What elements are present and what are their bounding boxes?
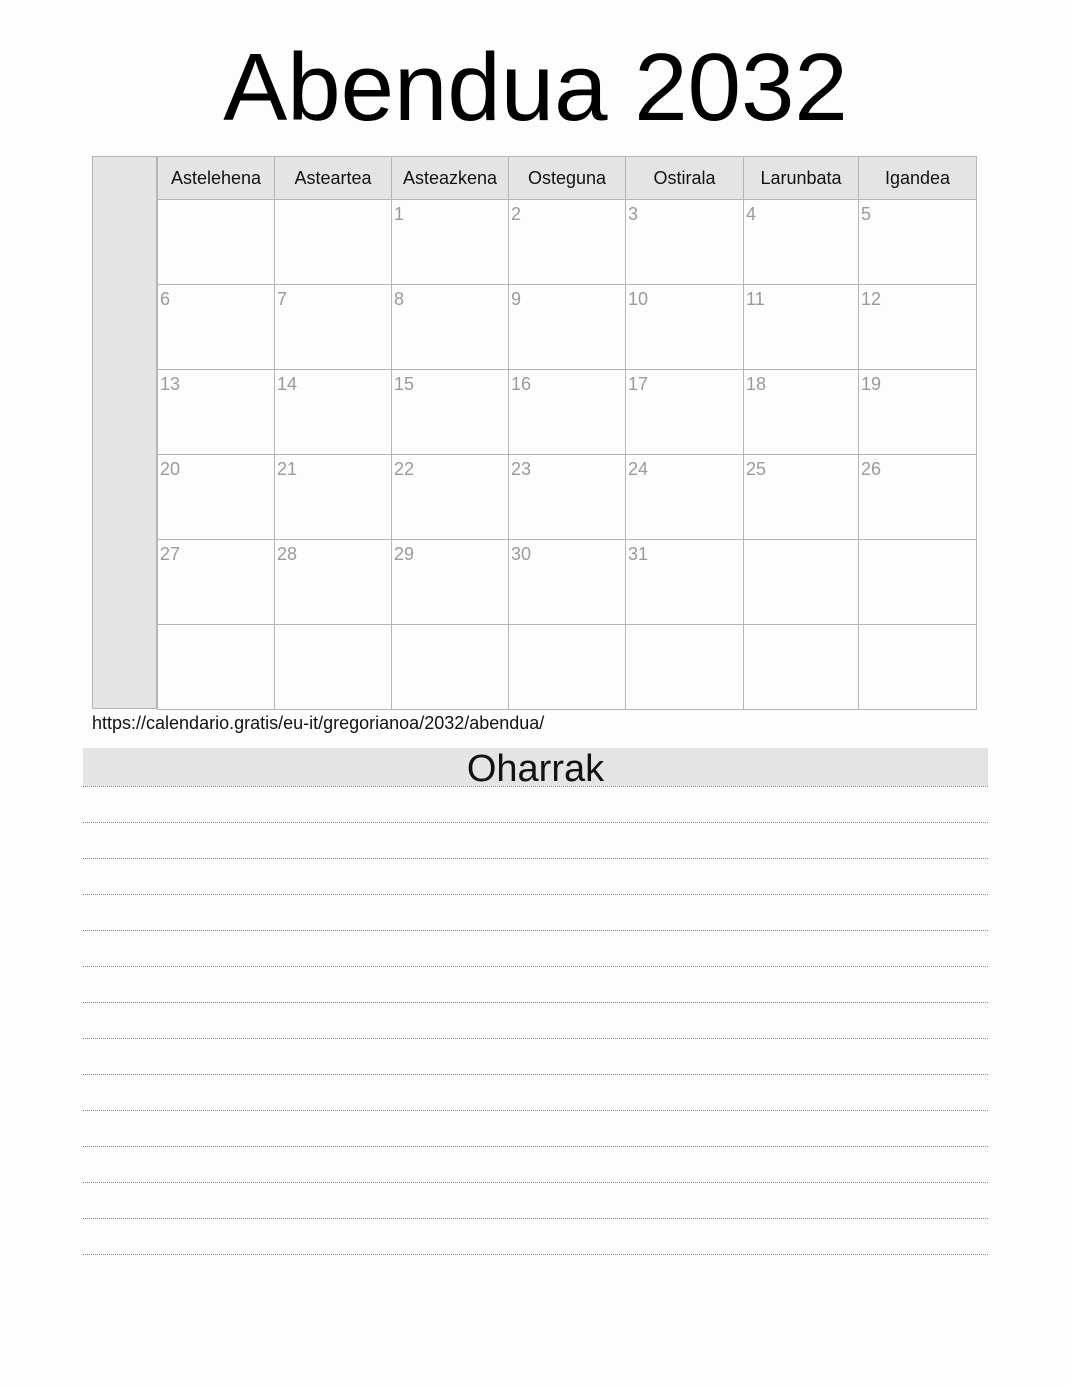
week-row (158, 200, 977, 285)
day-cell[interactable] (744, 370, 859, 455)
day-cell[interactable] (509, 370, 626, 455)
day-cell[interactable] (392, 625, 509, 710)
week-row (158, 540, 977, 625)
day-number: 12 (861, 289, 882, 309)
day-cell[interactable] (275, 455, 392, 540)
day-cell[interactable] (859, 455, 977, 540)
day-number (509, 625, 625, 629)
day-cell[interactable] (859, 370, 977, 455)
day-cell[interactable] (859, 200, 977, 285)
day-number: 30 (511, 544, 532, 564)
day-number: 2 (511, 204, 522, 224)
note-line[interactable] (83, 1147, 988, 1183)
day-number (392, 625, 508, 629)
day-number: 9 (511, 289, 522, 309)
day-number: 19 (861, 374, 882, 394)
notes-lines (83, 786, 988, 1255)
day-cell[interactable] (626, 370, 744, 455)
day-number: 23 (511, 459, 532, 479)
day-number (859, 540, 976, 544)
day-number: 4 (746, 204, 757, 224)
day-cell[interactable] (626, 625, 744, 710)
day-cell[interactable] (275, 540, 392, 625)
day-cell[interactable] (275, 370, 392, 455)
day-number: 13 (160, 374, 181, 394)
day-cell[interactable] (275, 285, 392, 370)
day-cell[interactable] (626, 540, 744, 625)
day-cell[interactable] (158, 370, 275, 455)
weekday-header: Osteguna (509, 157, 626, 200)
day-number: 31 (628, 544, 649, 564)
notes-title: Oharrak (83, 748, 988, 786)
day-number: 6 (160, 289, 171, 309)
day-number: 29 (394, 544, 415, 564)
note-line[interactable] (83, 1003, 988, 1039)
day-number: 16 (511, 374, 532, 394)
day-number (158, 625, 274, 629)
day-cell[interactable] (392, 455, 509, 540)
day-number: 15 (394, 374, 415, 394)
weekday-header: Asteazkena (392, 157, 509, 200)
week-row (158, 455, 977, 540)
weekday-header: Astelehena (158, 157, 275, 200)
week-side-strip (92, 156, 157, 709)
day-cell[interactable] (275, 625, 392, 710)
day-cell[interactable] (392, 540, 509, 625)
day-cell[interactable] (158, 540, 275, 625)
note-line[interactable] (83, 859, 988, 895)
note-line[interactable] (83, 787, 988, 823)
day-number: 21 (277, 459, 298, 479)
day-number: 7 (277, 289, 288, 309)
day-cell[interactable] (626, 285, 744, 370)
note-line[interactable] (83, 1111, 988, 1147)
day-cell[interactable] (392, 370, 509, 455)
day-cell[interactable] (158, 455, 275, 540)
day-number (744, 625, 858, 629)
weekday-header: Larunbata (744, 157, 859, 200)
day-number: 5 (861, 204, 872, 224)
week-row (158, 370, 977, 455)
day-number (744, 540, 858, 544)
day-cell[interactable] (392, 285, 509, 370)
note-line[interactable] (83, 967, 988, 1003)
day-cell[interactable] (275, 200, 392, 285)
day-cell[interactable] (744, 625, 859, 710)
source-url: https://calendario.gratis/eu-it/gregorianoa/2032/abendua/ (92, 713, 545, 733)
day-number: 10 (628, 289, 649, 309)
day-number: 14 (277, 374, 298, 394)
note-line[interactable] (83, 1075, 988, 1111)
day-cell[interactable] (509, 455, 626, 540)
day-number: 27 (160, 544, 181, 564)
day-number: 11 (746, 289, 765, 309)
day-cell[interactable] (392, 200, 509, 285)
day-number: 17 (628, 374, 649, 394)
note-line[interactable] (83, 1219, 988, 1255)
day-cell[interactable] (744, 285, 859, 370)
note-line[interactable] (83, 823, 988, 859)
day-cell[interactable] (626, 455, 744, 540)
week-row (158, 285, 977, 370)
day-number (158, 200, 274, 204)
weekday-header-row (158, 157, 977, 200)
day-number: 28 (277, 544, 298, 564)
weekday-header: Igandea (859, 157, 977, 200)
note-line[interactable] (83, 895, 988, 931)
day-number: 20 (160, 459, 181, 479)
day-number: 25 (746, 459, 767, 479)
day-cell[interactable] (859, 540, 977, 625)
weekday-header: Asteartea (275, 157, 392, 200)
day-cell[interactable] (158, 200, 275, 285)
day-cell[interactable] (626, 200, 744, 285)
day-number: 3 (628, 204, 639, 224)
day-number: 8 (394, 289, 405, 309)
day-cell[interactable] (744, 455, 859, 540)
day-number (626, 625, 743, 629)
day-cell[interactable] (744, 540, 859, 625)
day-number (275, 200, 391, 204)
day-cell[interactable] (509, 285, 626, 370)
day-number: 26 (861, 459, 882, 479)
day-cell[interactable] (744, 200, 859, 285)
day-cell[interactable] (859, 625, 977, 710)
day-number (859, 625, 976, 629)
weekday-header: Ostirala (626, 157, 744, 200)
day-cell[interactable] (509, 540, 626, 625)
day-number: 22 (394, 459, 415, 479)
day-cell[interactable] (158, 625, 275, 710)
day-cell[interactable] (158, 285, 275, 370)
note-line[interactable] (83, 931, 988, 967)
day-cell[interactable] (509, 625, 626, 710)
day-number: 1 (394, 204, 405, 224)
note-line[interactable] (83, 1183, 988, 1219)
day-number: 18 (746, 374, 767, 394)
day-number: 24 (628, 459, 649, 479)
day-cell[interactable] (509, 200, 626, 285)
day-cell[interactable] (859, 285, 977, 370)
calendar-grid (157, 156, 977, 710)
day-number (275, 625, 391, 629)
note-line[interactable] (83, 1039, 988, 1075)
week-row (158, 625, 977, 710)
page-title: Abendua 2032 (223, 34, 848, 141)
